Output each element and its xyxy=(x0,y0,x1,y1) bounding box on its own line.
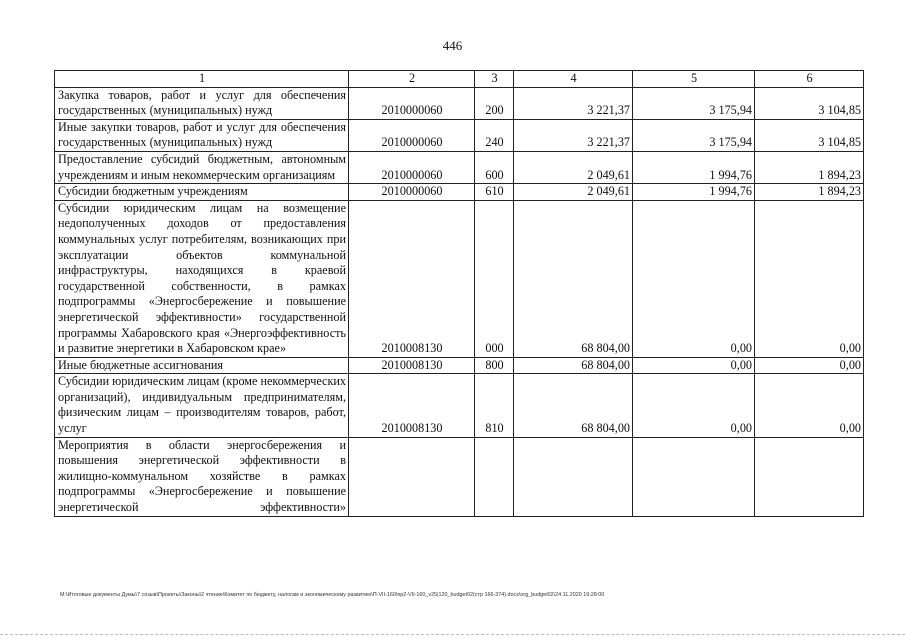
column-header: 3 xyxy=(475,71,514,88)
row-amount-2 xyxy=(633,437,755,516)
table-row xyxy=(55,357,864,374)
table-row xyxy=(55,87,864,119)
row-amount-1: 3 221,37 xyxy=(514,87,633,119)
row-amount-1 xyxy=(514,437,633,516)
table-row xyxy=(55,119,864,151)
row-amount-2: 3 175,94 xyxy=(633,119,755,151)
row-target-code: 2010000060 xyxy=(349,119,475,151)
row-amount-2: 1 994,76 xyxy=(633,184,755,201)
page-number: 446 xyxy=(442,38,463,53)
row-amount-1: 2 049,61 xyxy=(514,151,633,183)
row-amount-3: 0,00 xyxy=(755,357,864,374)
row-target-code: 2010000060 xyxy=(349,184,475,201)
row-target-code: 2010000060 xyxy=(349,151,475,183)
row-name: Предоставление субсидий бюджетным, автономным учреждениям и иным некоммерческим организациям xyxy=(55,151,349,183)
row-name: Субсидии бюджетным учреждениям xyxy=(55,184,349,201)
row-amount-1: 68 804,00 xyxy=(514,374,633,437)
row-amount-2: 1 994,76 xyxy=(633,151,755,183)
row-expense-type xyxy=(475,437,514,516)
row-expense-type: 200 xyxy=(475,87,514,119)
column-header: 2 xyxy=(349,71,475,88)
row-name: Субсидии юридическим лицам на возмещение недополученных доходов от предоставления коммунальных услуг потребителям, возникающих при эксплуатации объектов коммунальной инфраструктуры, находящихся в краевой государственной собственности, в рамках подпрограммы «Энергосбережение и повышение энергетической эффективности» государственной программы Хабаровского края «Энергоэффективность и развитие энергетики в Хабаровском крае» xyxy=(55,200,349,357)
row-target-code: 2010008130 xyxy=(349,374,475,437)
column-header: 4 xyxy=(514,71,633,88)
table-row xyxy=(55,184,864,201)
row-amount-1: 3 221,37 xyxy=(514,119,633,151)
row-amount-2: 0,00 xyxy=(633,374,755,437)
table-row xyxy=(55,374,864,437)
row-name: Иные закупки товаров, работ и услуг для обеспечения государственных (муниципальных) нужд xyxy=(55,119,349,151)
row-amount-3: 3 104,85 xyxy=(755,87,864,119)
column-header: 6 xyxy=(755,71,864,88)
row-amount-3 xyxy=(755,437,864,516)
row-name: Мероприятия в области энергосбережения и повышения энергетической эффективности в жилищно-коммунальном хозяйстве в рамках подпрограммы «Энергосбережение и повышение энергетической эффективности» xyxy=(55,437,349,516)
page-bottom-divider xyxy=(0,634,905,635)
row-target-code: 2010008130 xyxy=(349,200,475,357)
row-target-code: 2010000060 xyxy=(349,87,475,119)
row-amount-3: 1 894,23 xyxy=(755,151,864,183)
row-amount-1: 2 049,61 xyxy=(514,184,633,201)
table-row xyxy=(55,437,864,516)
row-amount-3: 3 104,85 xyxy=(755,119,864,151)
row-expense-type: 000 xyxy=(475,200,514,357)
row-target-code xyxy=(349,437,475,516)
row-amount-1: 68 804,00 xyxy=(514,200,633,357)
document-file-path: M:\Итоговые документы Думы\7 созыв\Проекты\Законы\2 чтение\Комитет по бюджету, налогам и экономическому развитию\П-VII-160\пр2-VII-160_v25|120_budget02(стр 166-374).docx\org_budget02\24.11.2020 19:28:00 xyxy=(60,592,605,598)
row-name: Закупка товаров, работ и услуг для обеспечения государственных (муниципальных) нужд xyxy=(55,87,349,119)
row-amount-2: 3 175,94 xyxy=(633,87,755,119)
row-expense-type: 810 xyxy=(475,374,514,437)
row-amount-3: 0,00 xyxy=(755,200,864,357)
row-amount-2: 0,00 xyxy=(633,357,755,374)
budget-table xyxy=(54,70,864,517)
column-header: 1 xyxy=(55,71,349,88)
row-amount-3: 1 894,23 xyxy=(755,184,864,201)
row-amount-1: 68 804,00 xyxy=(514,357,633,374)
row-expense-type: 240 xyxy=(475,119,514,151)
table-row xyxy=(55,151,864,183)
row-expense-type: 600 xyxy=(475,151,514,183)
row-name: Субсидии юридическим лицам (кроме некоммерческих организаций), индивидуальным предпринимателям, физическим лицам – производителям товаров, работ, услуг xyxy=(55,374,349,437)
row-name: Иные бюджетные ассигнования xyxy=(55,357,349,374)
row-expense-type: 800 xyxy=(475,357,514,374)
table-row xyxy=(55,200,864,357)
row-amount-2: 0,00 xyxy=(633,200,755,357)
row-amount-3: 0,00 xyxy=(755,374,864,437)
column-header: 5 xyxy=(633,71,755,88)
table-header-row xyxy=(55,71,864,88)
row-expense-type: 610 xyxy=(475,184,514,201)
row-target-code: 2010008130 xyxy=(349,357,475,374)
